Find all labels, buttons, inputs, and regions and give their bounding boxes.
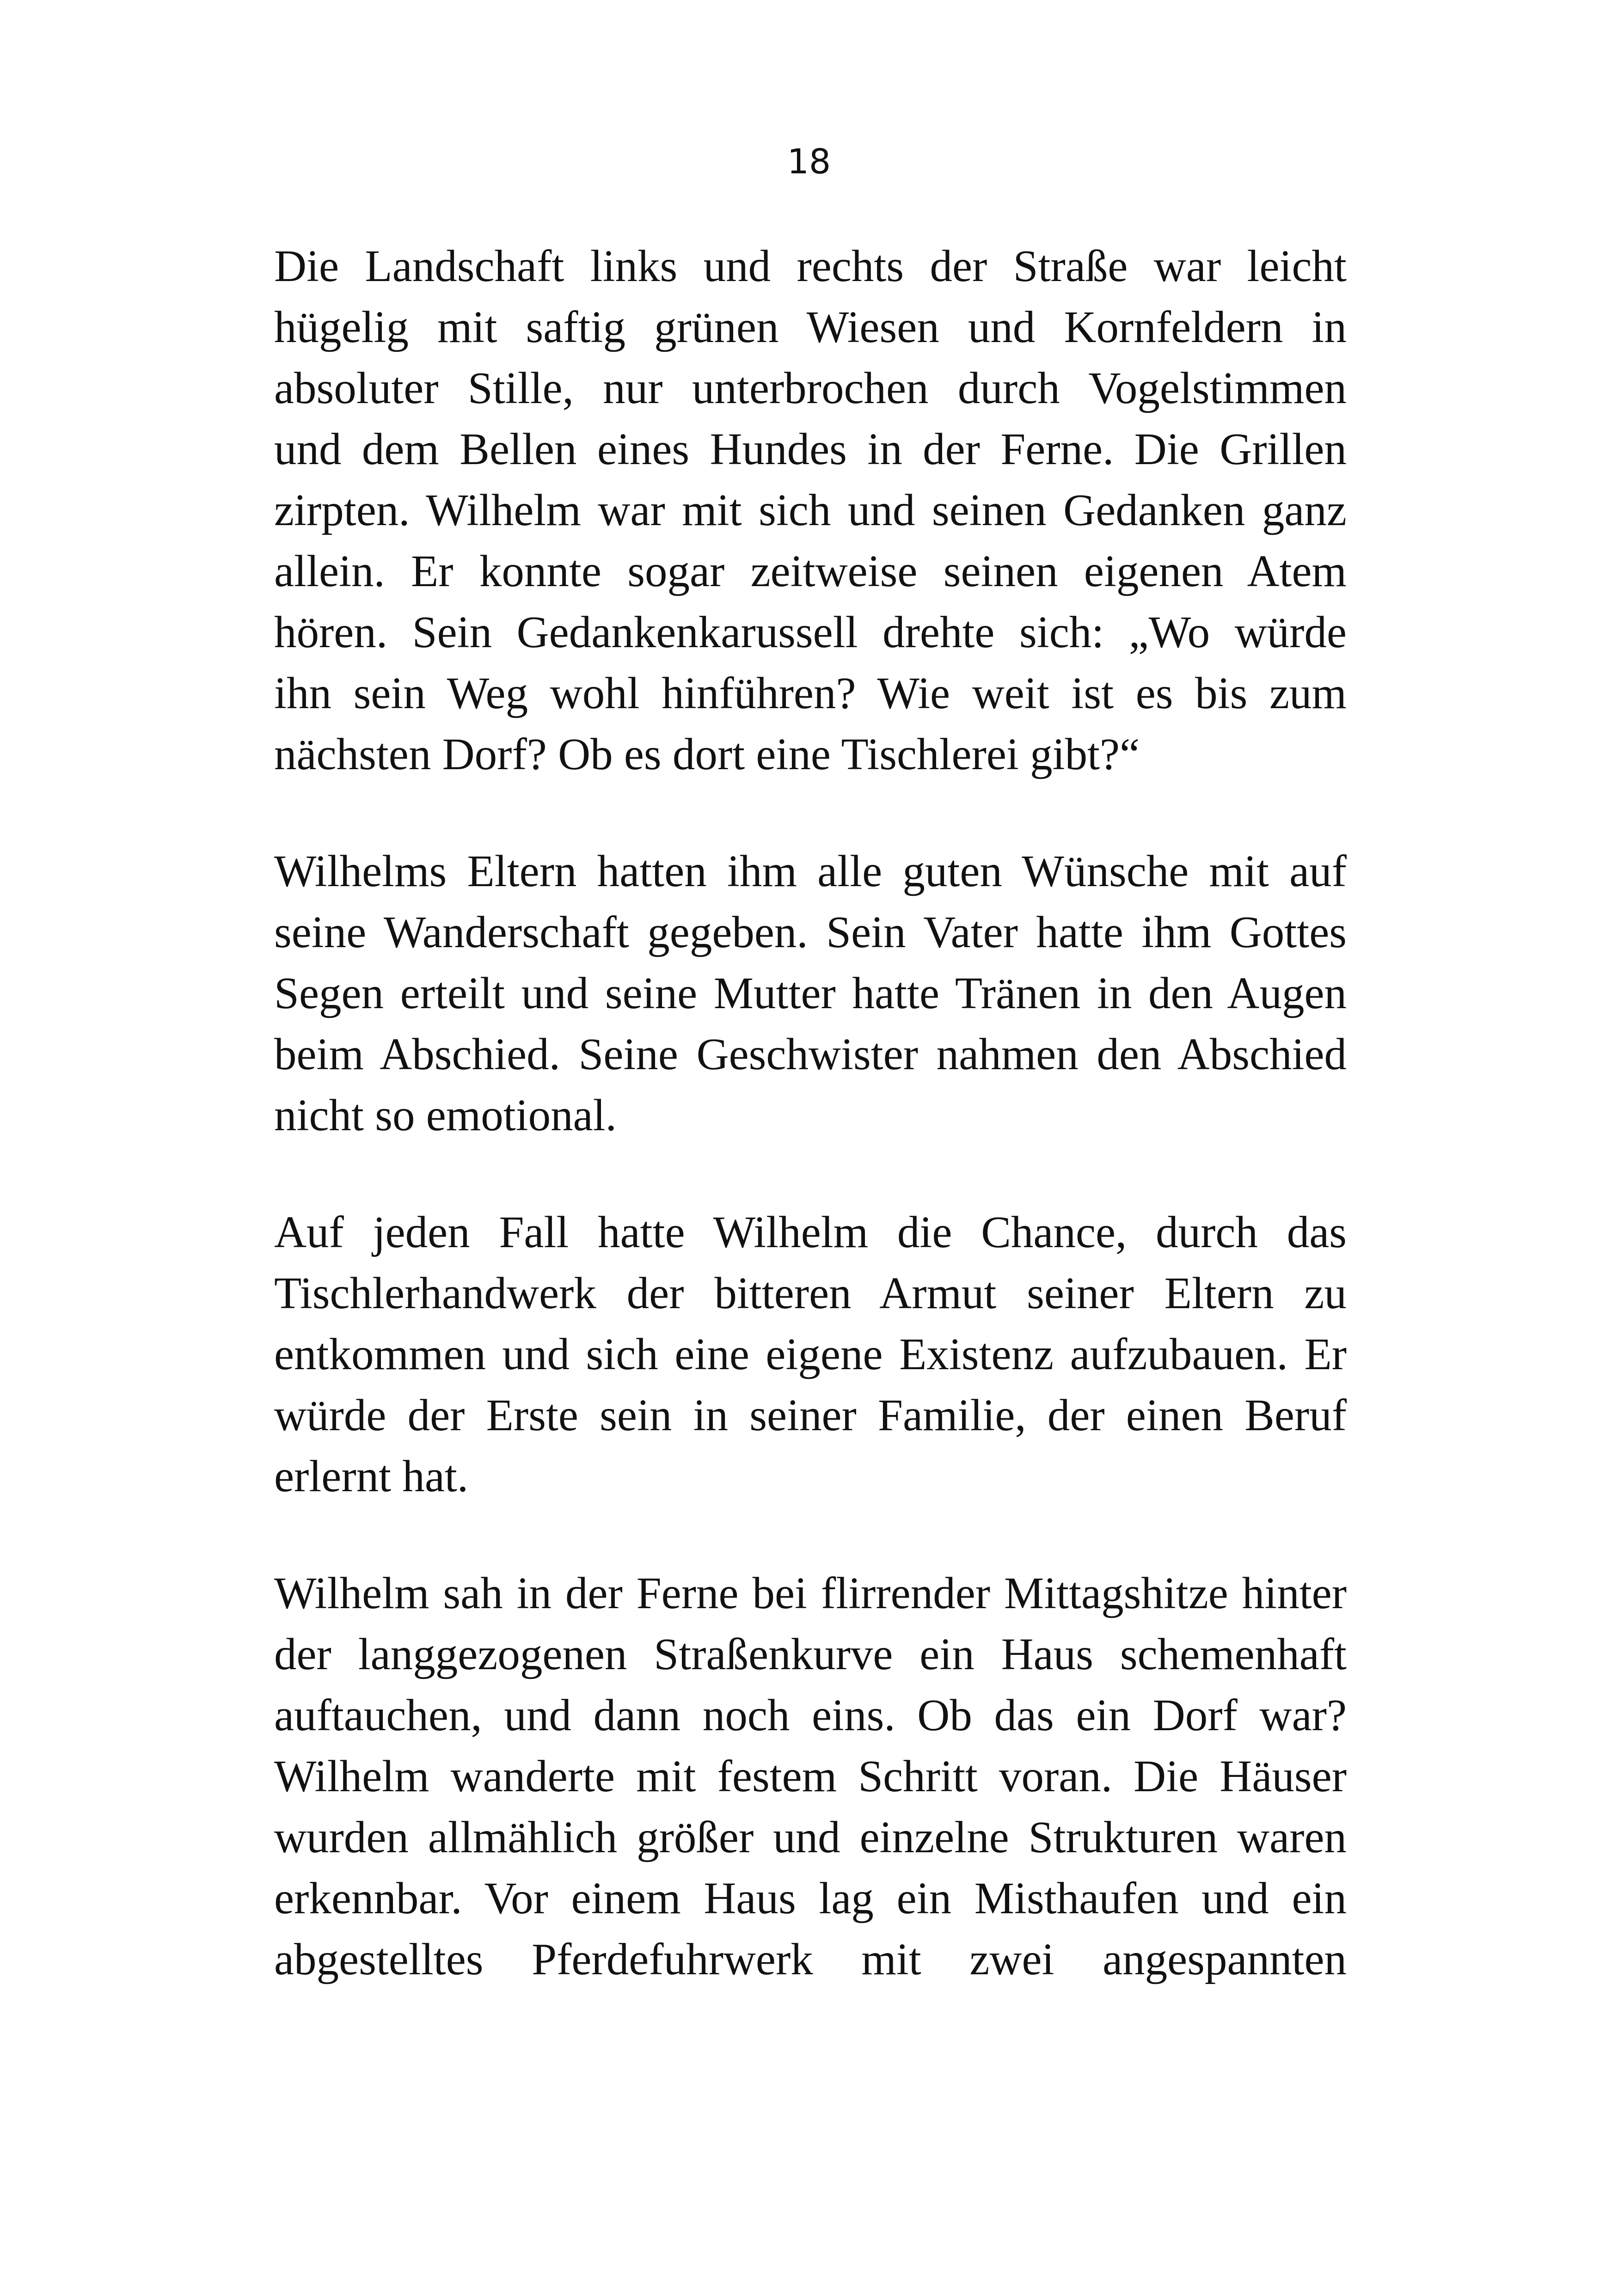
text-line: zirpten. Wilhelm war mit sich und seinen Gedanken ganz — [274, 485, 1347, 535]
text-line: Segen erteilt und seine Mutter hatte Tränen in den Augen — [274, 968, 1347, 1018]
text-line: nächsten Dorf? Ob es dort eine Tischlerei gibt?“ — [274, 729, 1140, 779]
paragraph — [274, 841, 1347, 1146]
text-line: Tischlerhandwerk der bitteren Armut seiner Eltern zu — [274, 1268, 1347, 1318]
text-line: entkommen und sich eine eigene Existenz aufzubauen. Er — [274, 1329, 1347, 1379]
text-line: wurden allmählich größer und einzelne Strukturen waren — [274, 1812, 1347, 1862]
page-number: 18 — [787, 142, 831, 182]
text-line: erlernt hat. — [274, 1451, 469, 1501]
text-line: erkennbar. Vor einem Haus lag ein Misthaufen und ein — [274, 1874, 1347, 1923]
text-line: hügelig mit saftig grünen Wiesen und Kornfeldern in — [274, 302, 1347, 352]
text-line: nicht so emotional. — [274, 1090, 617, 1140]
text-line: der langgezogenen Straßenkurve ein Haus schemenhaft — [274, 1629, 1347, 1679]
text-line: Auf jeden Fall hatte Wilhelm die Chance, durch das — [274, 1207, 1347, 1257]
text-line: seine Wanderschaft gegeben. Sein Vater hatte ihm Gottes — [274, 907, 1347, 957]
paragraph — [274, 236, 1347, 785]
text-line: und dem Bellen eines Hundes in der Ferne. Die Grillen — [274, 424, 1347, 474]
text-line: Die Landschaft links und rechts der Straße war leicht — [274, 241, 1347, 291]
text-line: auftauchen, und dann noch eins. Ob das ein Dorf war? — [274, 1690, 1347, 1740]
text-line: ihn sein Weg wohl hinführen? Wie weit ist es bis zum — [274, 668, 1347, 718]
text-line: Wilhelm wanderte mit festem Schritt voran. Die Häuser — [274, 1751, 1347, 1801]
text-line: würde der Erste sein in seiner Familie, der einen Beruf — [274, 1390, 1347, 1440]
text-line: allein. Er konnte sogar zeitweise seinen eigenen Atem — [274, 546, 1347, 596]
paragraph — [274, 1202, 1347, 1507]
text-line: abgestelltes Pferdefuhrwerk mit zwei angespannten — [274, 1935, 1347, 1984]
paragraph — [274, 1563, 1347, 1990]
body-text — [274, 236, 1347, 2046]
text-line: beim Abschied. Seine Geschwister nahmen den Abschied — [274, 1029, 1347, 1079]
text-line: absoluter Stille, nur unterbrochen durch Vogelstimmen — [274, 363, 1347, 413]
text-line: Wilhelms Eltern hatten ihm alle guten Wünsche mit auf — [274, 846, 1347, 896]
text-line: Wilhelm sah in der Ferne bei flirrender Mittagshitze hinter — [274, 1568, 1347, 1618]
text-line: hören. Sein Gedankenkarussell drehte sich: „Wo würde — [274, 607, 1347, 657]
